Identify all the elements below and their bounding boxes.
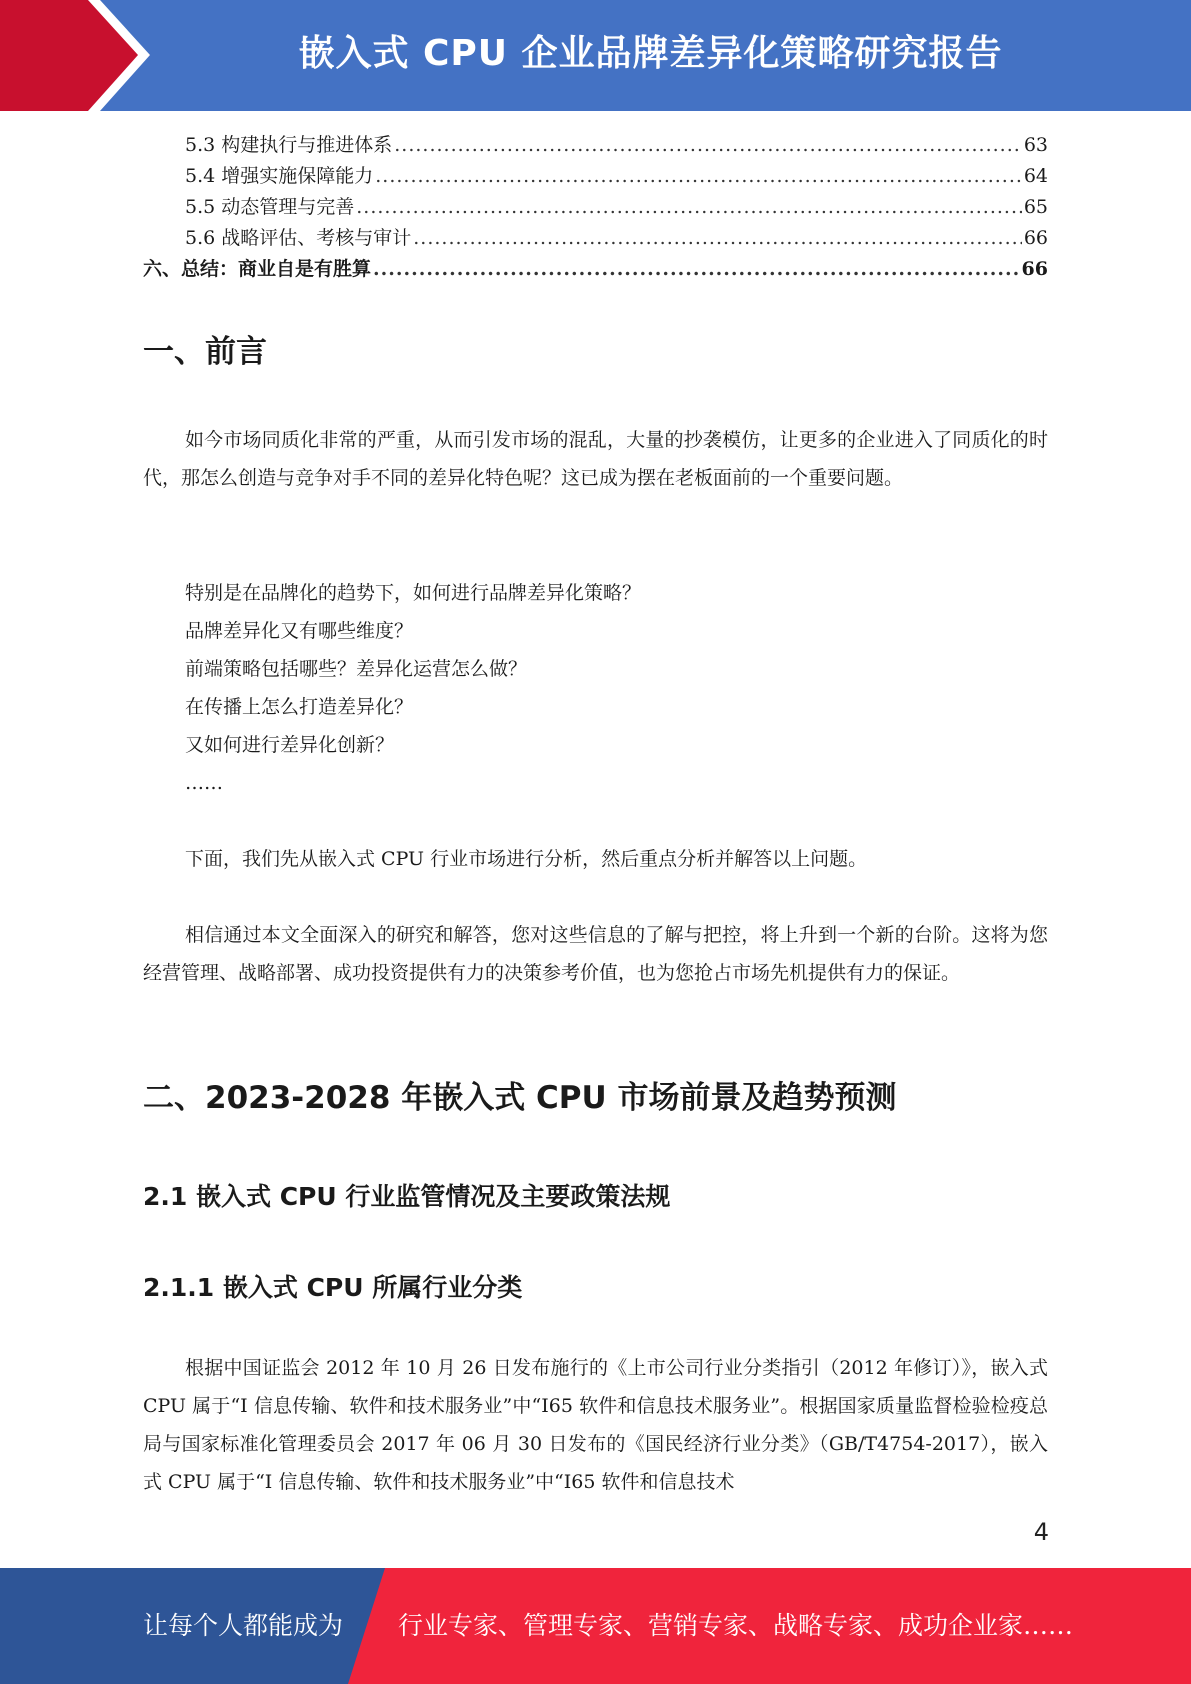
toc-item-label: 5.5 动态管理与完善 bbox=[185, 196, 355, 218]
question-list bbox=[185, 574, 641, 802]
toc-leader-dots bbox=[413, 227, 1022, 249]
toc-item[interactable] bbox=[143, 254, 1048, 285]
toc-leader-dots bbox=[394, 134, 1022, 156]
list-item: 特别是在品牌化的趋势下，如何进行品牌差异化策略？ bbox=[185, 582, 642, 604]
section-heading-market: 二、2023-2028 年嵌入式 CPU 市场前景及趋势预测 bbox=[143, 1080, 897, 1116]
toc-item[interactable] bbox=[143, 130, 1048, 161]
table-of-contents bbox=[143, 130, 1048, 285]
toc-item[interactable] bbox=[143, 223, 1048, 254]
toc-leader-dots bbox=[356, 196, 1022, 218]
toc-item-page: 66 bbox=[1023, 227, 1048, 249]
toc-item-label: 5.4 增强实施保障能力 bbox=[185, 165, 374, 187]
toc-item[interactable] bbox=[143, 192, 1048, 223]
toc-item[interactable] bbox=[143, 161, 1048, 192]
toc-item-label: 六、总结：商业自是有胜算 bbox=[143, 258, 372, 280]
toc-item-page: 64 bbox=[1023, 165, 1048, 187]
list-item: 又如何进行差异化创新？ bbox=[185, 734, 395, 756]
page-number: 4 bbox=[1033, 1518, 1049, 1546]
section-heading-preface: 一、前言 bbox=[143, 334, 267, 370]
list-item: …… bbox=[185, 772, 223, 794]
header-banner bbox=[0, 0, 1191, 111]
toc-leader-dots bbox=[373, 258, 1020, 280]
paragraph-conclusion: 相信通过本文全面深入的研究和解答，您对这些信息的了解与把控，将上升到一个新的台阶。这将为您经营管理、战略部署、成功投资提供有力的决策参考价值，也为您抢占市场先机提供有力的保证。 bbox=[143, 924, 1048, 984]
toc-item-label: 5.3 构建执行与推进体系 bbox=[185, 134, 393, 156]
footer-slogan-right: 行业专家、管理专家、营销专家、战略专家、成功企业家…… bbox=[398, 1611, 1074, 1640]
chevron-arrow-icon bbox=[0, 0, 150, 111]
list-item: 前端策略包括哪些？差异化运营怎么做？ bbox=[185, 658, 528, 680]
toc-item-label: 5.6 战略评估、考核与审计 bbox=[185, 227, 412, 249]
toc-item-page: 66 bbox=[1021, 258, 1048, 280]
list-item: 品牌差异化又有哪些维度？ bbox=[185, 620, 414, 642]
footer-banner bbox=[0, 1568, 1191, 1684]
toc-item-page: 65 bbox=[1023, 196, 1048, 218]
paragraph-analysis: 下面，我们先从嵌入式 CPU 行业市场进行分析，然后重点分析并解答以上问题。 bbox=[185, 848, 868, 870]
subsection-heading-regulation: 2.1 嵌入式 CPU 行业监管情况及主要政策法规 bbox=[143, 1182, 671, 1211]
paragraph-classification: 根据中国证监会 2012 年 10 月 26 日发布施行的《上市公司行业分类指引（2012 年修订）》，嵌入式 CPU 属于“I 信息传输、软件和技术服务业”中“I65 软件和信息技术服务业”。根据国家质量监督检验检疫总局与国家标准化管理委员会 2017 年 06 月 30 日发布的《国民经济行业分类》（GB/T4754-2017），嵌入式 CPU 属于“I 信息传输、软件和技术服务业”中“I65 软件和信息技术 bbox=[143, 1357, 1048, 1493]
list-item: 在传播上怎么打造差异化？ bbox=[185, 696, 414, 718]
toc-leader-dots bbox=[375, 165, 1022, 187]
paragraph-intro: 如今市场同质化非常的严重，从而引发市场的混乱，大量的抄袭模仿，让更多的企业进入了同质化的时代，那怎么创造与竞争对手不同的差异化特色呢？这已成为摆在老板面前的一个重要问题。 bbox=[143, 429, 1048, 489]
footer-slogan-left: 让每个人都能成为 bbox=[143, 1611, 344, 1640]
toc-item-page: 63 bbox=[1023, 134, 1048, 156]
subsection-heading-classification: 2.1.1 嵌入式 CPU 所属行业分类 bbox=[143, 1273, 523, 1302]
report-title: 嵌入式 CPU 企业品牌差异化策略研究报告 bbox=[298, 33, 1003, 74]
